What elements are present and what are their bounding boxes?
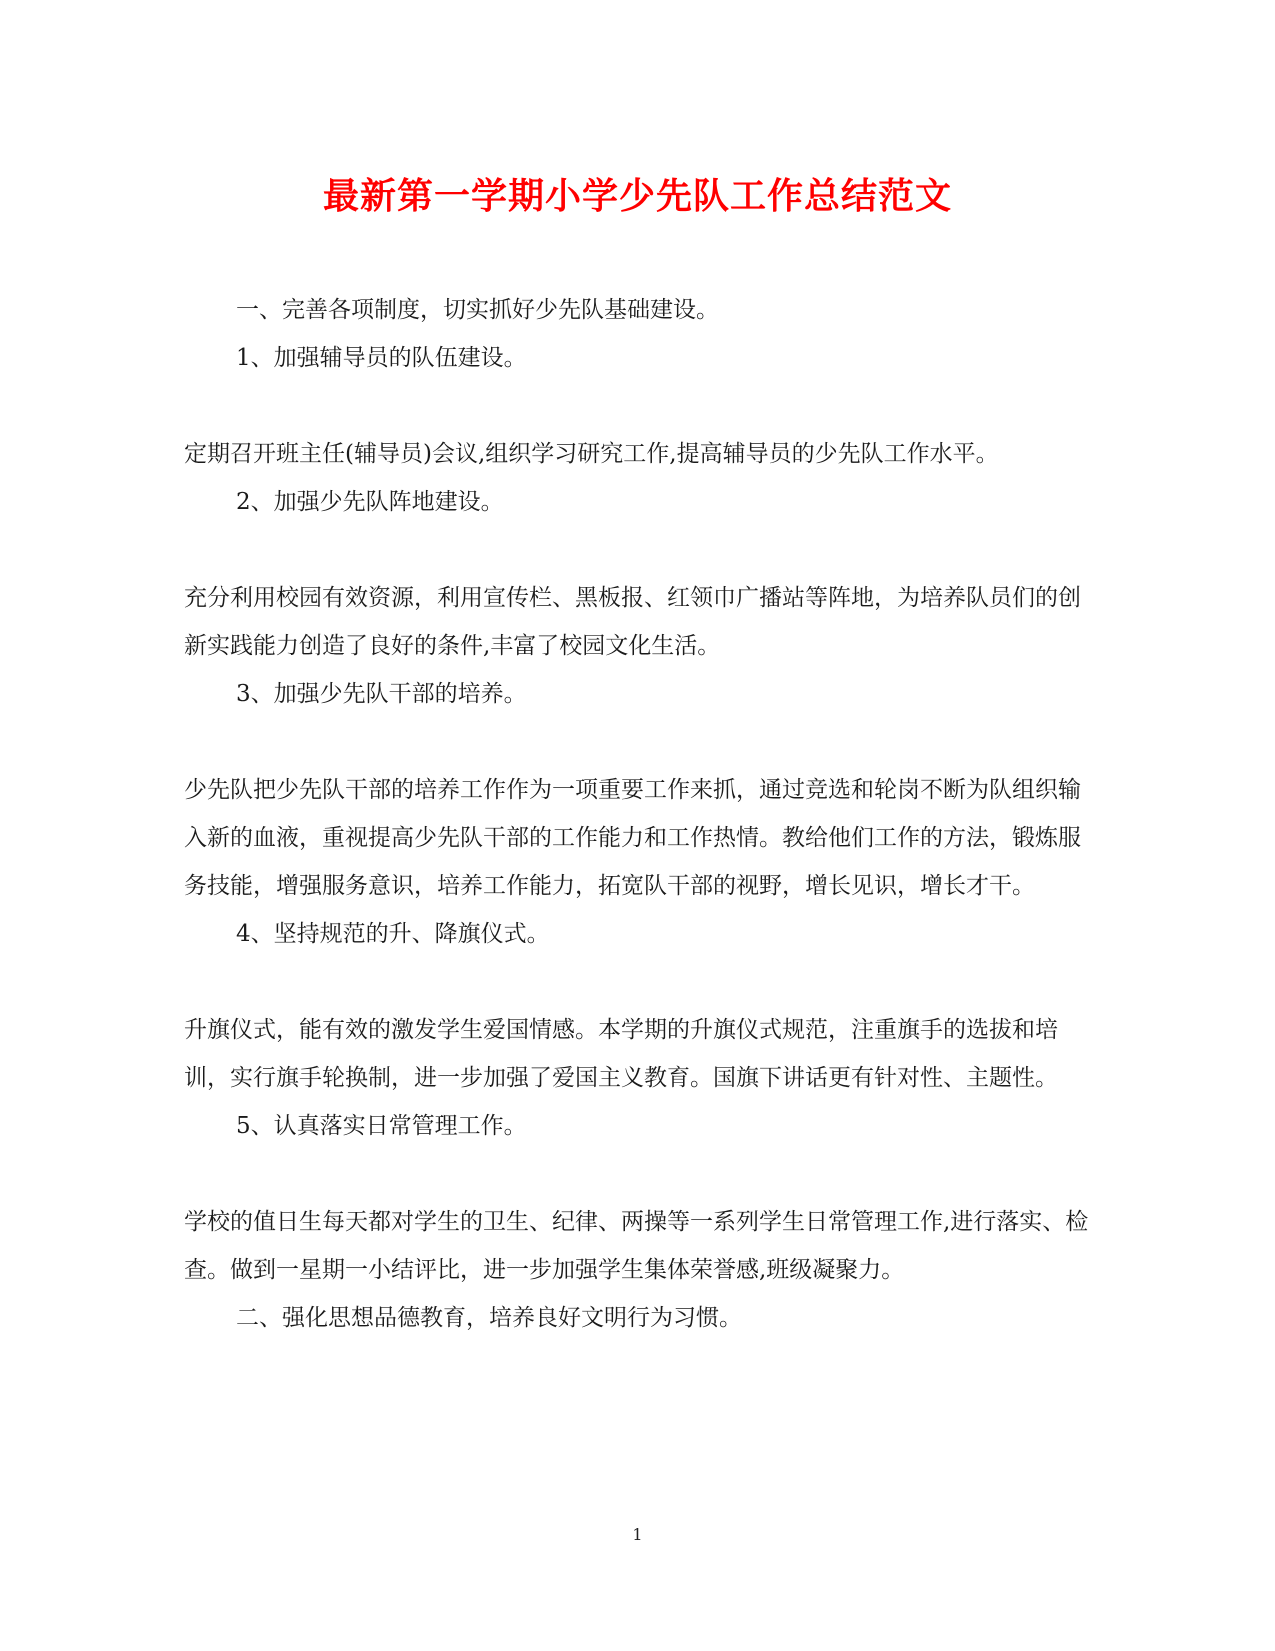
body-paragraph: 充分利用校园有效资源，利用宣传栏、黑板报、红领巾广播站等阵地，为培养队员们的创新实践能力创造了良好的条件,丰富了校园文化生活。 — [184, 585, 1081, 659]
page-number: 1 — [632, 1525, 643, 1544]
body-paragraph: 学校的值日生每天都对学生的卫生、纪律、两操等一系列学生日常管理工作,进行落实、检查。做到一星期一小结评比，进一步加强学生集体荣誉感,班级凝聚力。 — [184, 1209, 1089, 1283]
document-title: 最新第一学期小学少先队工作总结范文 — [322, 175, 952, 217]
subsection-heading: 4、坚持规范的升、降旗仪式。 — [236, 921, 550, 947]
section-heading: 一、完善各项制度，切实抓好少先队基础建设。 — [236, 297, 719, 323]
subsection-heading: 5、认真落实日常管理工作。 — [236, 1113, 527, 1139]
body-paragraph: 升旗仪式，能有效的激发学生爱国情感。本学期的升旗仪式规范，注重旗手的选拔和培训，实行旗手轮换制，进一步加强了爱国主义教育。国旗下讲话更有针对性、主题性。 — [184, 1017, 1058, 1091]
subsection-heading: 2、加强少先队阵地建设。 — [236, 489, 504, 515]
subsection-heading: 1、加强辅导员的队伍建设。 — [236, 345, 527, 371]
body-paragraph: 少先队把少先队干部的培养工作作为一项重要工作来抓，通过竞选和轮岗不断为队组织输入新的血液，重视提高少先队干部的工作能力和工作热情。教给他们工作的方法，锻炼服务技能，增强服务意识，培养工作能力，拓宽队干部的视野，增长见识，增长才干。 — [184, 777, 1081, 899]
body-paragraph: 定期召开班主任(辅导员)会议,组织学习研究工作,提高辅导员的少先队工作水平。 — [184, 441, 999, 467]
subsection-heading: 3、加强少先队干部的培养。 — [236, 681, 527, 707]
document-body — [184, 286, 1100, 1342]
section-heading: 二、强化思想品德教育，培养良好文明行为习惯。 — [236, 1305, 742, 1331]
